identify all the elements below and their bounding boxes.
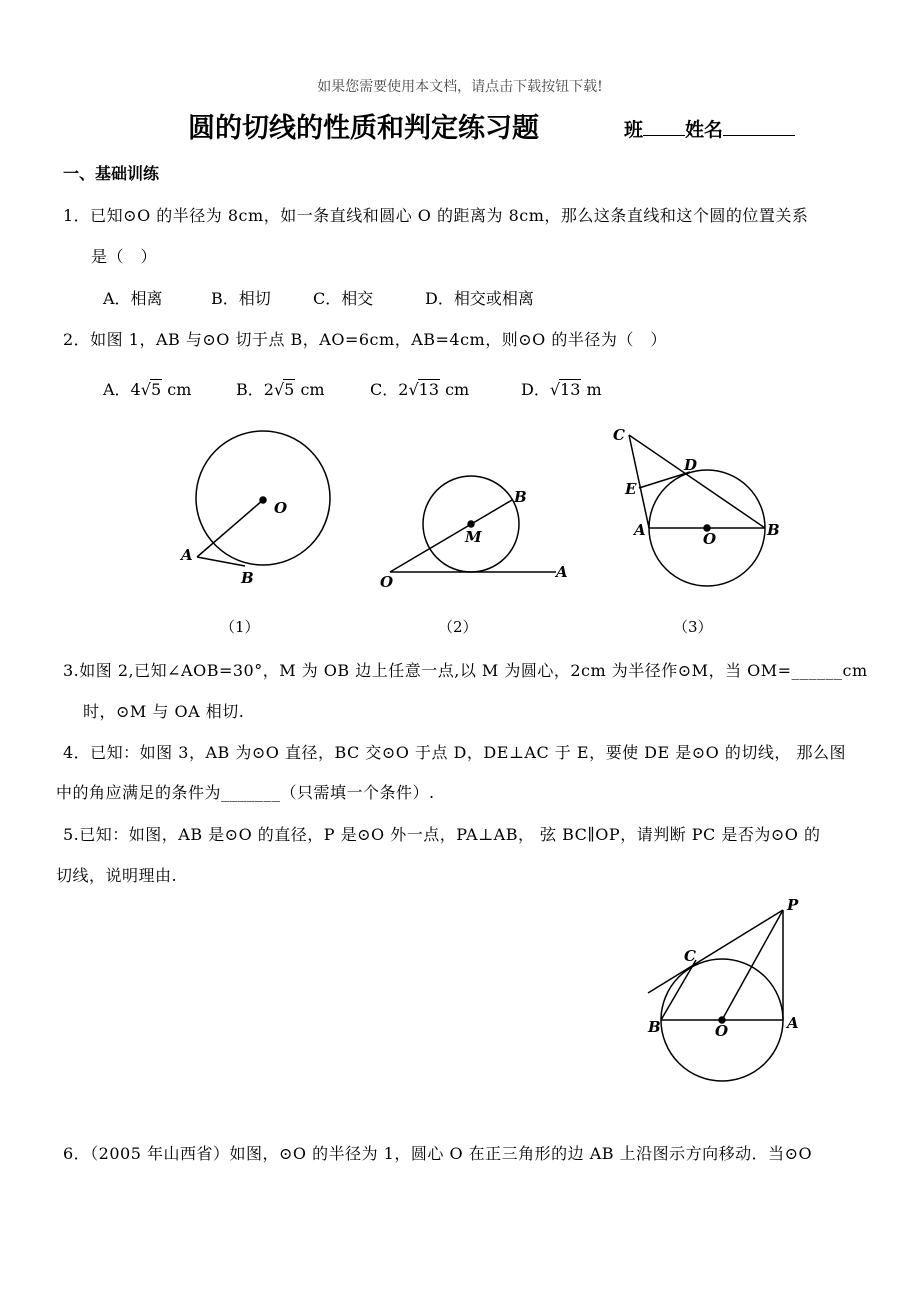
name-blank — [723, 135, 795, 136]
q3-line1: 3.如图 2,已知∠AOB=30°，M 为 OB 边上任意一点,以 M 为圆心，2cm 为半径作⊙M，当 OM=______cm — [63, 661, 868, 680]
section-heading: 一、基础训练 — [63, 164, 160, 183]
fig5-line-po — [722, 910, 783, 1020]
fig1-center-dot — [260, 497, 266, 503]
fig3-caption: （3） — [673, 618, 713, 636]
q2-c-radicand: 13 — [418, 380, 439, 399]
q2-option-b — [236, 377, 325, 400]
fig2-line-ob — [390, 500, 512, 572]
q2-a-coef: A．4 — [103, 380, 141, 399]
fig5-line-pc — [648, 910, 783, 993]
fig3-label-d: D — [684, 456, 698, 474]
download-notice: 如果您需要使用本文档，请点击下载按钮下载! — [317, 79, 603, 95]
q2-c-unit: cm — [445, 380, 470, 399]
q3-line2: 时，⊙M 与 OA 相切. — [83, 702, 245, 721]
fig3-label-a: A — [634, 521, 646, 539]
q2-d-radicand: 13 — [560, 380, 581, 399]
figure-1 — [196, 431, 330, 566]
q2-option-d — [521, 377, 602, 400]
q2-d-label: D． — [521, 380, 550, 399]
fig5-label-p: P — [787, 896, 799, 914]
fig2-label-a: A — [556, 563, 568, 581]
class-field — [624, 115, 795, 142]
fig1-line-oa — [197, 500, 263, 557]
fig1-label-a: A — [181, 546, 193, 564]
figure-2 — [390, 476, 556, 572]
q2-a-unit: cm — [167, 380, 192, 399]
figures-1-3 — [0, 420, 920, 620]
q2-d-unit: m — [586, 380, 602, 399]
fig2-label-m: M — [465, 528, 482, 546]
q4-line1: 4．已知：如图 3，AB 为⊙O 直径，BC 交⊙O 于点 D，DE⊥AC 于 E，要使 DE 是⊙O 的切线， 那么图 — [63, 743, 846, 762]
fig1-caption: （1） — [220, 618, 260, 636]
sqrt-sign: √ — [549, 380, 561, 399]
q1-option-c: C．相交 — [313, 289, 374, 308]
fig2-label-o: O — [380, 573, 394, 591]
fig5-line-bc — [661, 960, 696, 1020]
q2-b-unit: cm — [300, 380, 325, 399]
name-label: 姓名 — [685, 119, 724, 141]
q2-b-radicand: 5 — [284, 380, 295, 399]
fig3-label-e: E — [625, 480, 637, 498]
figure-q5 — [620, 890, 820, 1090]
q1-option-b: B．相切 — [211, 289, 271, 308]
q5-line2: 切线，说明理由. — [56, 866, 178, 885]
q2-c-coef: C．2 — [370, 380, 409, 399]
q1-option-a: A．相离 — [103, 289, 163, 308]
fig3-label-b: B — [767, 521, 780, 539]
fig5-label-c: C — [684, 947, 696, 965]
q5-line1: 5.已知：如图，AB 是⊙O 的直径，P 是⊙O 外一点，PA⊥AB， 弦 BC∥OP，请判断 PC 是否为⊙O 的 — [63, 825, 821, 844]
sqrt-sign: √ — [273, 380, 285, 399]
q2-b-coef: B．2 — [236, 380, 274, 399]
q4-line2: 中的角应满足的条件为_______（只需填一个条件）. — [56, 783, 435, 802]
sqrt-sign: √ — [140, 380, 151, 399]
q2-option-c — [370, 377, 469, 400]
fig2-center-dot — [468, 521, 474, 527]
fig5-label-o: O — [715, 1022, 729, 1040]
fig3-line-cb — [629, 435, 765, 528]
sqrt-sign: √ — [408, 380, 419, 399]
q6-line1: 6．（2005 年山西省）如图，⊙O 的半径为 1，圆心 O 在正三角形的边 AB 上沿图示方向移动．当⊙O — [63, 1144, 813, 1163]
fig2-label-b: B — [514, 488, 527, 506]
q2-option-a — [103, 377, 191, 400]
fig1-label-b: B — [241, 569, 254, 587]
q1-option-d: D．相交或相离 — [425, 289, 534, 308]
fig2-caption: （2） — [438, 618, 478, 636]
fig3-label-o: O — [703, 530, 717, 548]
q1-line2: 是（ ） — [91, 247, 158, 266]
q2-a-radicand: 5 — [150, 380, 162, 399]
q2-line1: 2．如图 1，AB 与⊙O 切于点 B，AO=6cm，AB=4cm，则⊙O 的半径为（ ） — [63, 330, 667, 349]
page-title: 圆的切线的性质和判定练习题 — [188, 113, 539, 144]
class-label: 班 — [624, 119, 644, 141]
fig3-line-de — [639, 472, 690, 488]
q1-line1: 1．已知⊙O 的半径为 8cm，如一条直线和圆心 O 的距离为 8cm，那么这条直线和这个圆的位置关系 — [63, 206, 809, 225]
fig1-label-o: O — [274, 499, 288, 517]
fig5-label-b: B — [648, 1018, 661, 1036]
fig5-label-a: A — [787, 1014, 799, 1032]
fig3-label-c: C — [613, 426, 625, 444]
class-blank — [643, 135, 685, 136]
fig1-line-ab — [197, 557, 245, 566]
